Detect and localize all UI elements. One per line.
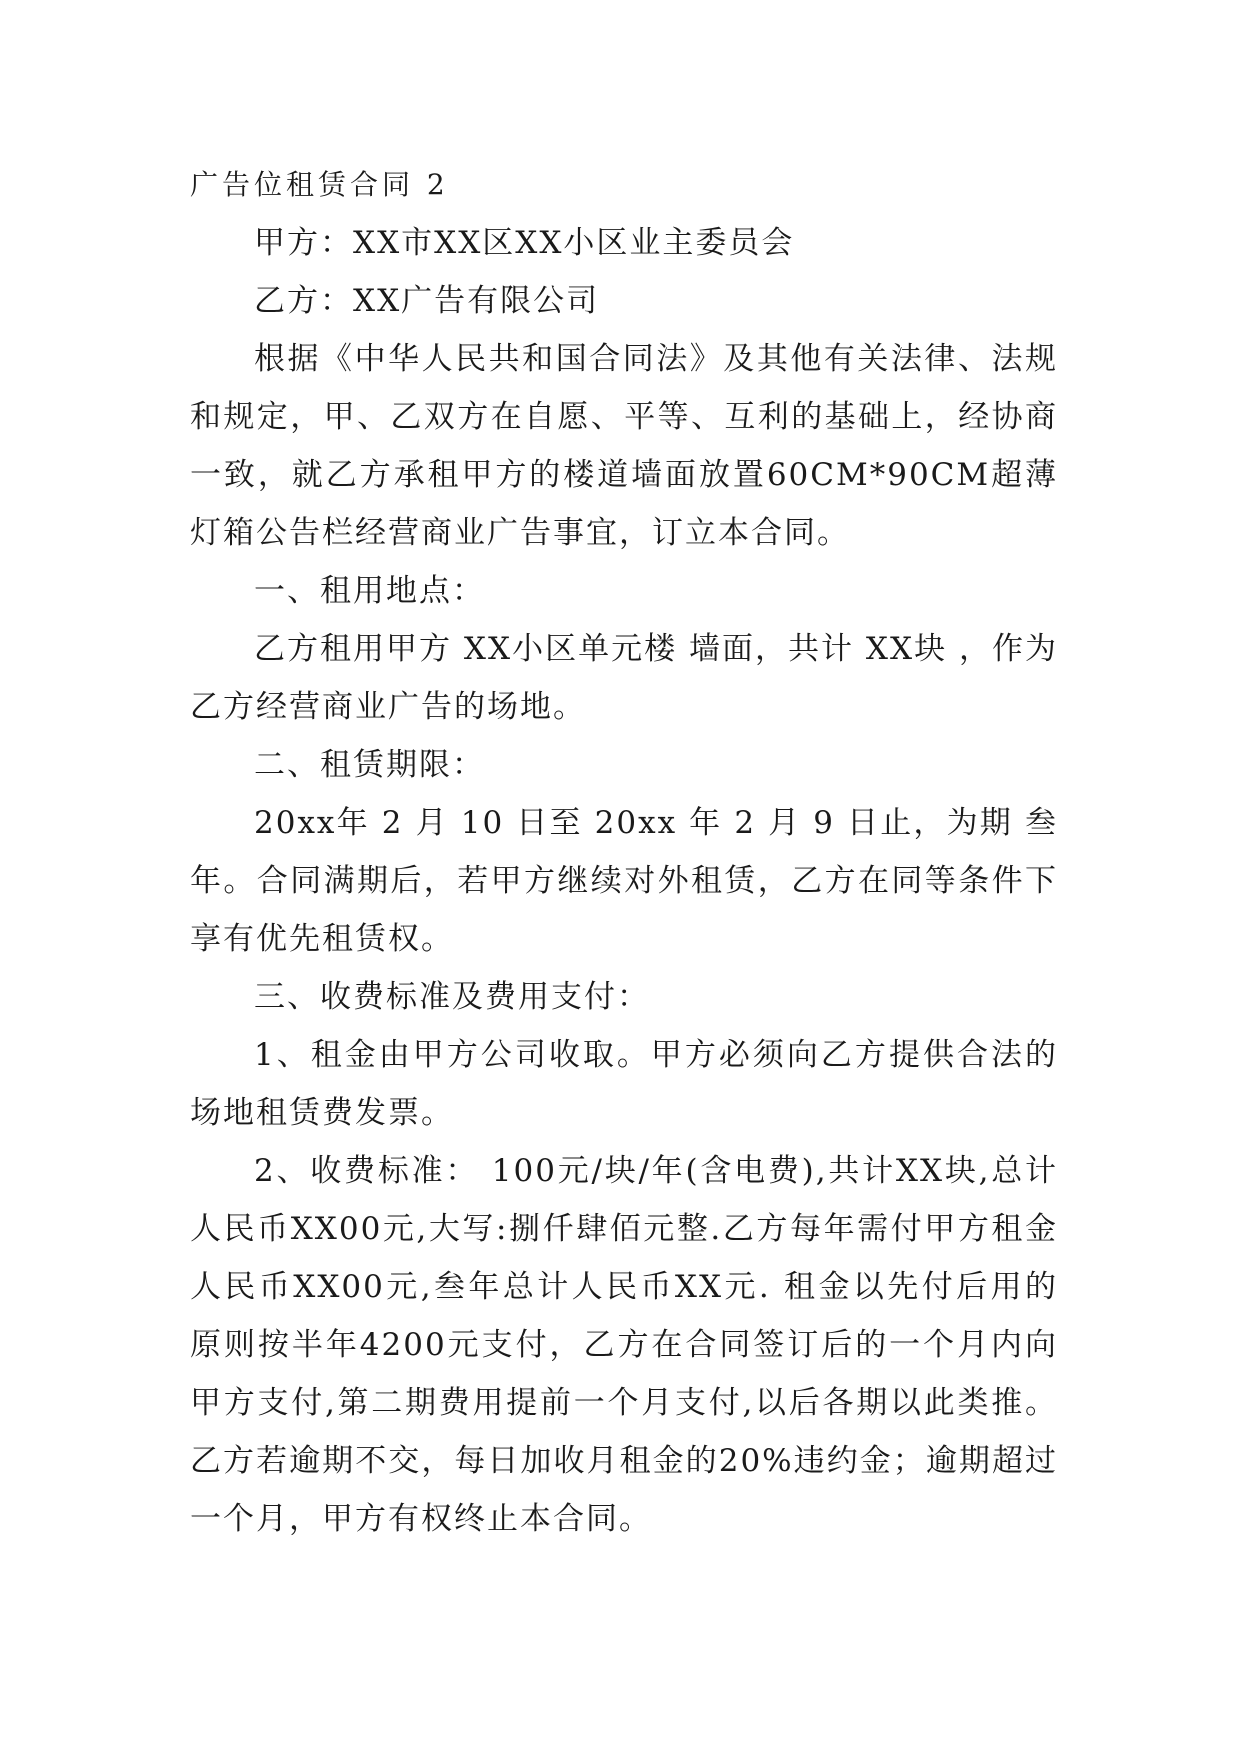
party-a-line: 甲方：XX市XX区XX小区业主委员会 xyxy=(254,225,795,261)
preamble-paragraph: 根据《中华人民共和国合同法》及其他有关法律、法规和规定，甲、乙双方在自愿、平等、互利的基础上，经协商一致，就乙方承租甲方的楼道墙面放置60CM*90CM超薄灯箱公告栏经营商业广告事宜，订立本合同。 xyxy=(190,341,1058,551)
location-paragraph: 乙方租用甲方 XX小区单元楼 墙面，共计 XX块 ，作为乙方经营商业广告的场地。 xyxy=(190,631,1058,725)
fee-clause-1: 1、租金由甲方公司收取。甲方必须向乙方提供合法的场地租赁费发票。 xyxy=(190,1037,1058,1131)
term-paragraph: 20xx年 2 月 10 日至 20xx 年 2 月 9 日止，为期 叁年。合同满期后，若甲方继续对外租赁，乙方在同等条件下享有优先租赁权。 xyxy=(190,805,1058,957)
party-b-line: 乙方：XX广告有限公司 xyxy=(254,283,600,319)
section-heading-term: 二、租赁期限： xyxy=(254,747,485,783)
document-title: 广告位租赁合同 2 xyxy=(190,168,449,201)
document-body xyxy=(190,156,1058,1548)
section-heading-fees: 三、收费标准及费用支付： xyxy=(254,979,650,1015)
fee-clause-2: 2、收费标准： 100元/块/年(含电费),共计XX块,总计人民币XX00元,大写:捌仟肆佰元整.乙方每年需付甲方租金人民币XX00元,叁年总计人民币XX元. 租金以先付后用的原则按半年4200元支付，乙方在合同签订后的一个月内向甲方支付,第二期费用提前一个月支付,以后各期以此类推。乙方若逾期不交，每日加收月租金的20%违约金；逾期超过一个月，甲方有权终止本合同。 xyxy=(190,1153,1058,1537)
section-heading-location: 一、租用地点： xyxy=(254,573,485,609)
